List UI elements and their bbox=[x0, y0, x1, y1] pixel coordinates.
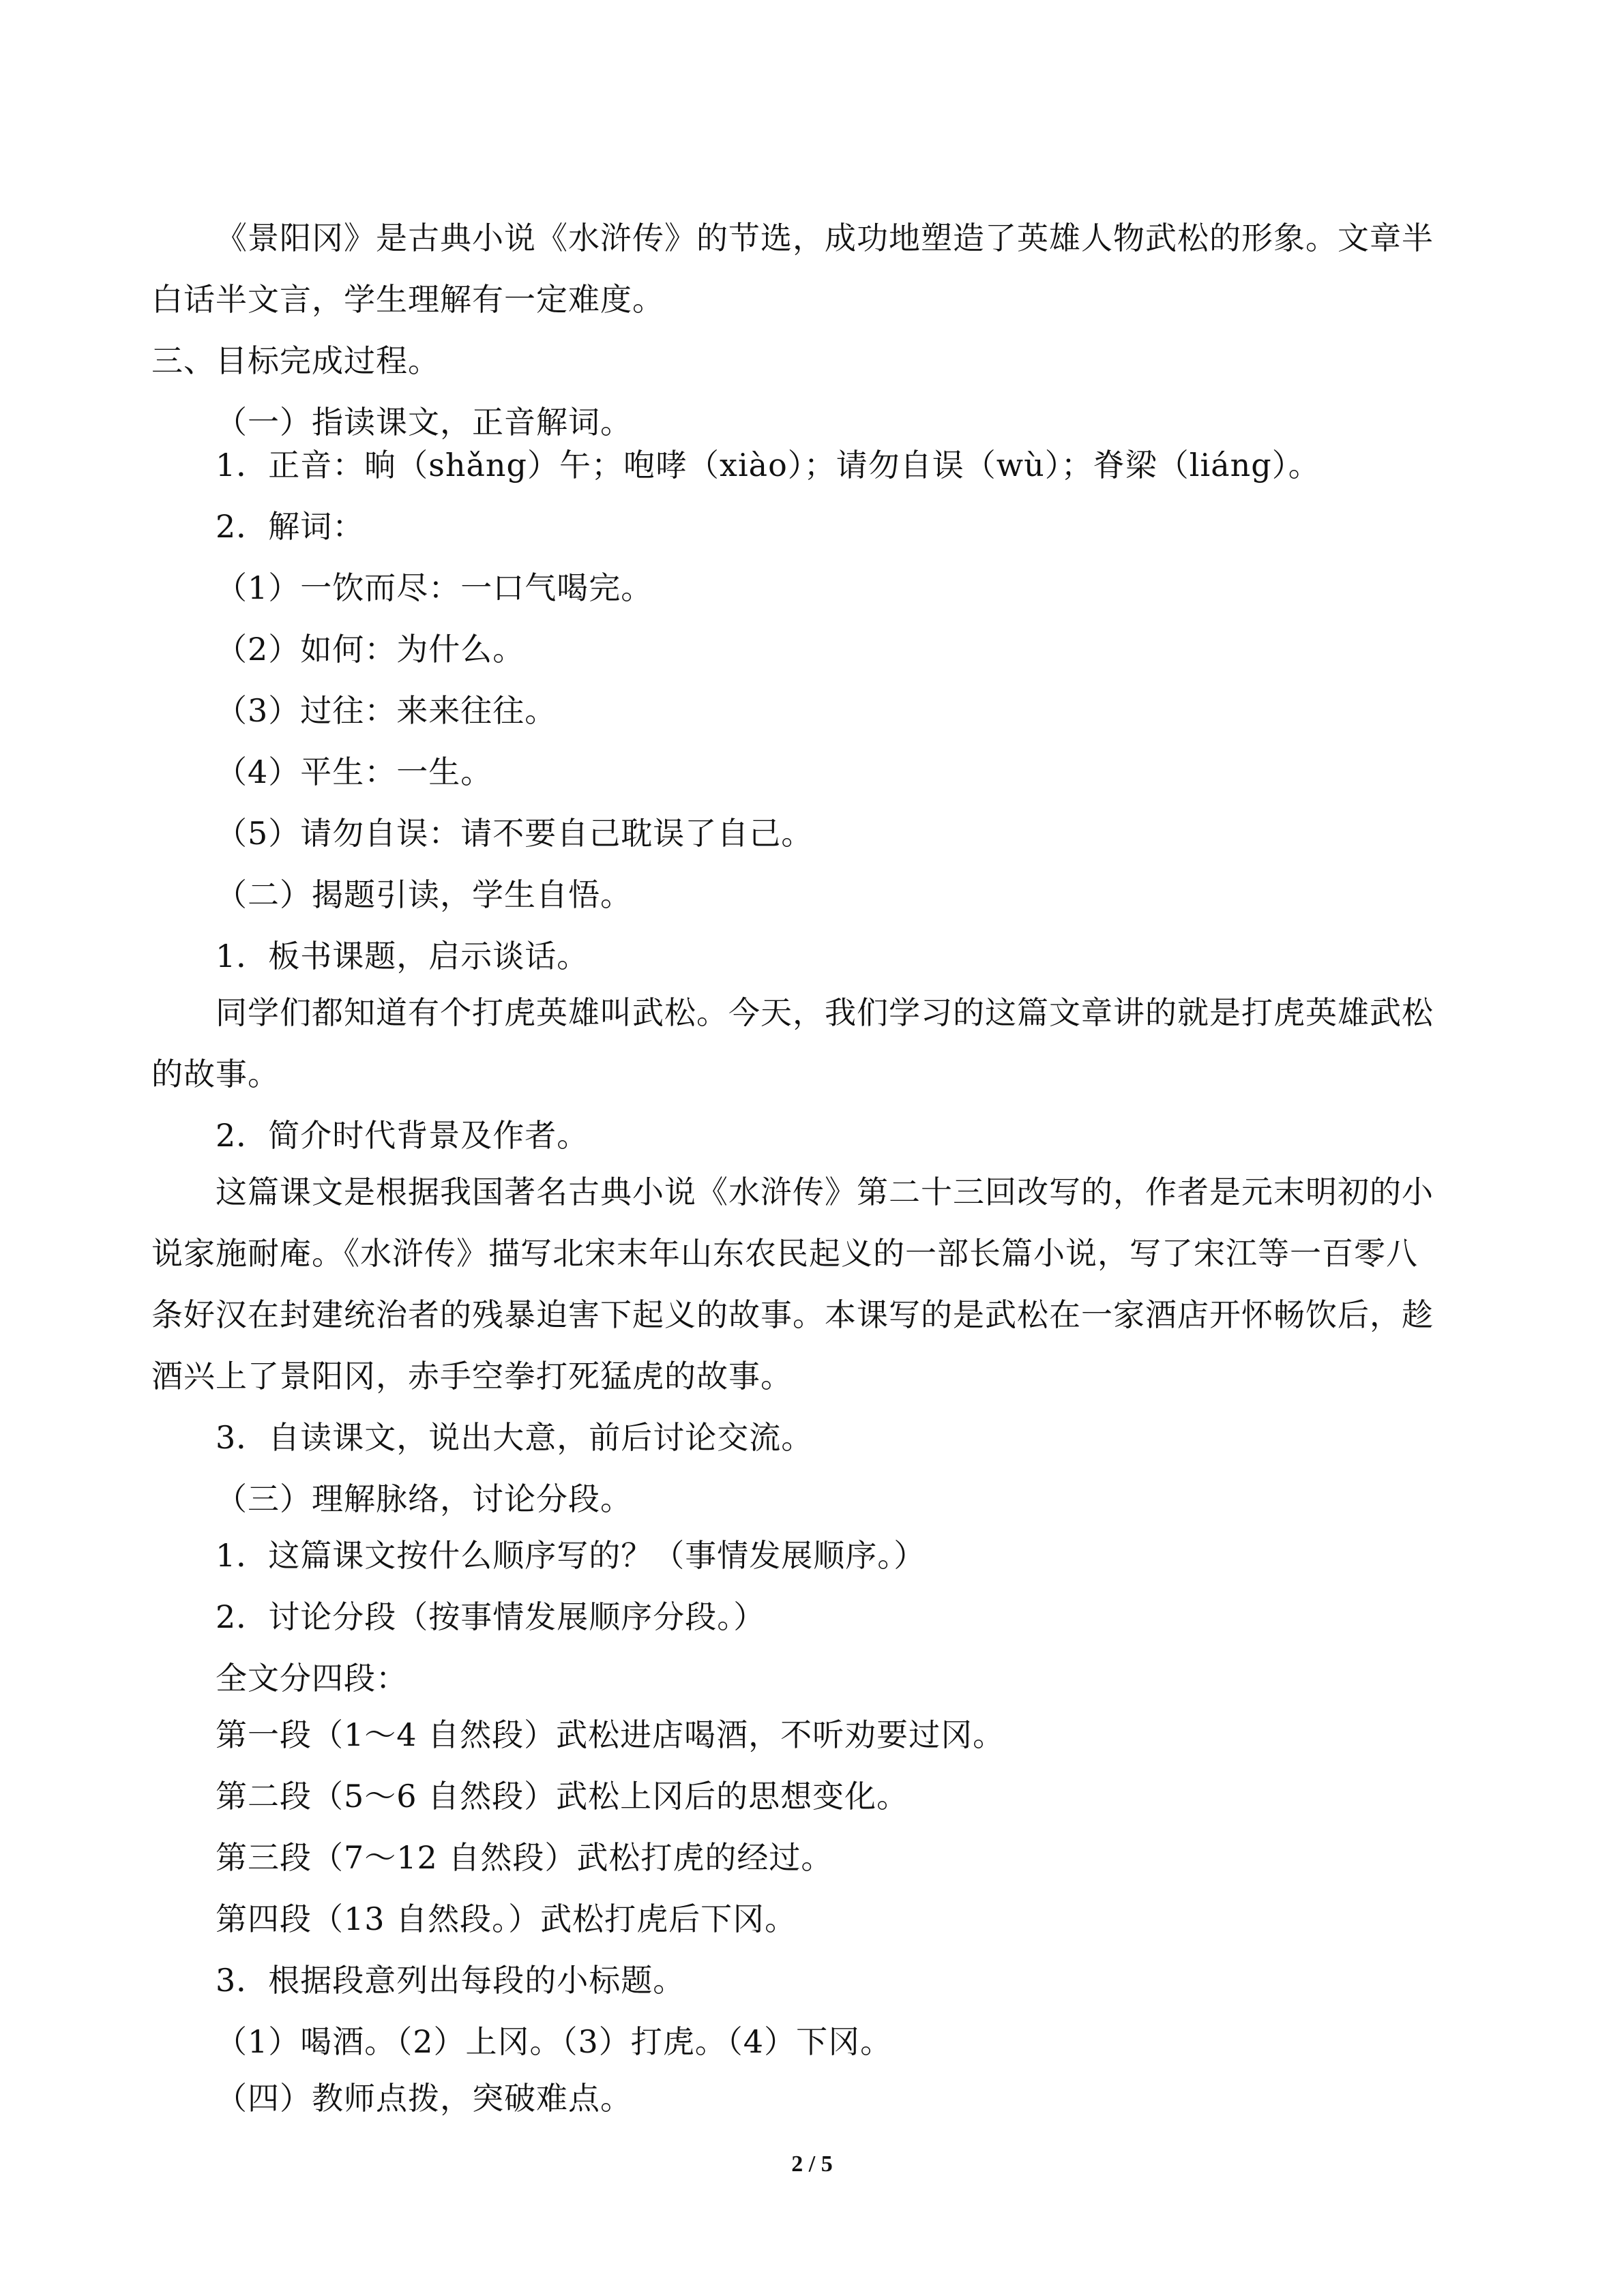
text-line: 3．自读课文，说出大意，前后讨论交流。 bbox=[216, 1419, 814, 1456]
section-heading: 三、目标完成过程。 bbox=[151, 342, 440, 379]
list-item: （2）如何：为什么。 bbox=[216, 631, 525, 668]
text-line: 酒兴上了景阳冈，赤手空拳打死猛虎的故事。 bbox=[151, 1358, 793, 1395]
text-line: 1．这篇课文按什么顺序写的？（事情发展顺序。） bbox=[216, 1537, 926, 1574]
list-item: （1）一饮而尽：一口气喝完。 bbox=[216, 569, 653, 606]
text-line: 条好汉在封建统治者的残暴迫害下起义的故事。本课写的是武松在一家酒店开怀畅饮后，趁 bbox=[151, 1296, 1434, 1333]
text-line: 全文分四段： bbox=[216, 1660, 408, 1697]
text-line: 2．讨论分段（按事情发展顺序分段。） bbox=[216, 1598, 766, 1635]
text-line: 这篇课文是根据我国著名古典小说《水浒传》第二十三回改写的，作者是元末明初的小 bbox=[216, 1174, 1434, 1210]
text-line: 白话半文言，学生理解有一定难度。 bbox=[151, 281, 664, 318]
text-line: 1．板书课题，启示谈话。 bbox=[216, 938, 589, 974]
list-item: （4）平生：一生。 bbox=[216, 754, 493, 790]
text-line: 同学们都知道有个打虎英雄叫武松。今天，我们学习的这篇文章讲的就是打虎英雄武松 bbox=[216, 994, 1434, 1031]
text-line: 《景阳冈》是古典小说《水浒传》的节选，成功地塑造了英雄人物武松的形象。文章半 bbox=[216, 220, 1434, 256]
subsection-heading: （二）揭题引读，学生自悟。 bbox=[216, 876, 632, 913]
subsection-heading: （一）指读课文，正音解词。 bbox=[216, 404, 632, 441]
subsection-heading: （三）理解脉络，讨论分段。 bbox=[216, 1480, 632, 1517]
list-item: （1）喝酒。（2）上冈。（3）打虎。（4）下冈。 bbox=[216, 2023, 893, 2060]
subsection-heading: （四）教师点拨，突破难点。 bbox=[216, 2080, 632, 2117]
text-line: 2．简介时代背景及作者。 bbox=[216, 1117, 589, 1154]
paragraph-summary: 第二段（5～6 自然段）武松上冈后的思想变化。 bbox=[216, 1778, 909, 1815]
paragraph-summary: 第四段（13 自然段。）武松打虎后下冈。 bbox=[216, 1900, 797, 1937]
paragraph-summary: 第一段（1～4 自然段）武松进店喝酒，不听劝要过冈。 bbox=[216, 1716, 1005, 1753]
text-line: 1．正音：晌（shǎng）午；咆哮（xiào）；请勿自误（wù）；脊梁（liáng）。 bbox=[216, 447, 1320, 483]
list-item: （5）请勿自误：请不要自己耽误了自己。 bbox=[216, 815, 814, 852]
text-line: 2．解词： bbox=[216, 508, 365, 545]
paragraph-summary: 第三段（7～12 自然段）武松打虎的经过。 bbox=[216, 1839, 833, 1876]
text-line: 说家施耐庵。《水浒传》描写北宋末年山东农民起义的一部长篇小说，写了宋江等一百零八 bbox=[151, 1235, 1418, 1272]
page-number: 2 / 5 bbox=[791, 2151, 833, 2177]
text-line: 的故事。 bbox=[151, 1056, 280, 1092]
text-line: 3．根据段意列出每段的小标题。 bbox=[216, 1962, 685, 1999]
list-item: （3）过往：来来往往。 bbox=[216, 692, 557, 729]
